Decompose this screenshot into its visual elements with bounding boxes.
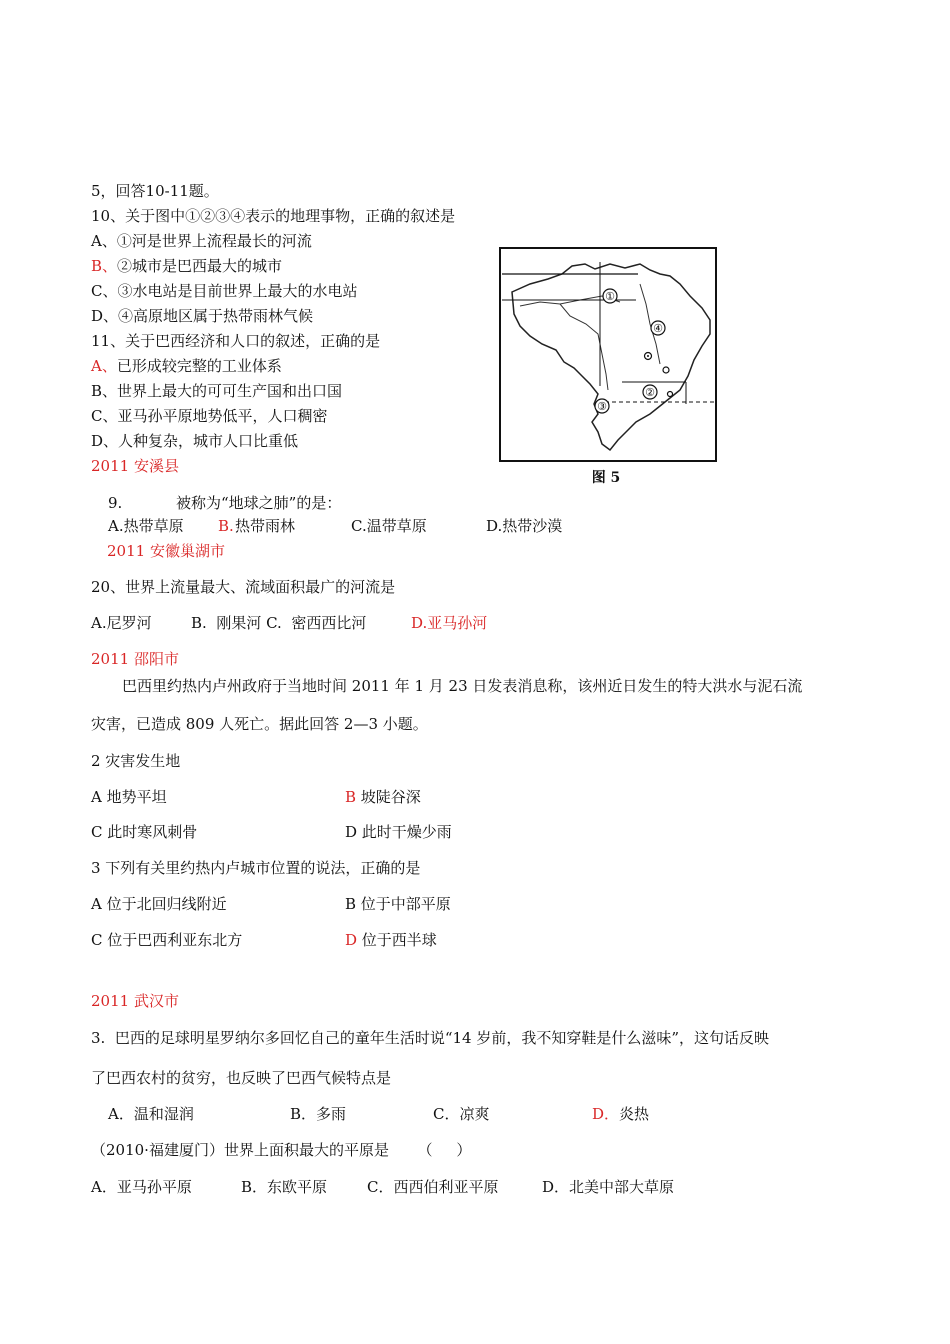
q10-option-b [91,256,282,276]
marker-4: ④ [653,322,663,335]
option-text: ②城市是巴西最大的城市 [117,257,283,275]
q11-option-d: D、人种复杂，城市人口比重低 [91,432,299,450]
q9-option-a: A.热带草原 [108,517,184,535]
q2-option-d: D 此时干燥少雨 [345,823,452,841]
q3-stem: 3 下列有关里约热内卢城市位置的说法，正确的是 [91,859,421,877]
passage-line-1: 巴西里约热内卢州政府于当地时间 2011 年 1 月 23 日发表消息称，该州近日发生的特大洪水与泥石流 [122,677,803,695]
xiamen-option-a: A．亚马孙平原 [91,1178,192,1196]
wuhan-option-b: B．多雨 [290,1105,347,1123]
q2-option-a: A 地势平坦 [91,788,167,806]
wuhan-option-c: C．凉爽 [433,1105,490,1123]
marker-2: ② [645,386,655,399]
q9-option-b: 热带雨林 [235,517,296,535]
q11-option-c: C、亚马孙平原地势低平，人口稠密 [91,407,328,425]
q3-option-b: B 位于中部平原 [345,895,451,913]
passage-line-2: 灾害，已造成 809 人死亡。据此回答 2—3 小题。 [91,715,428,733]
xiamen-option-c: C．西西伯利亚平原 [367,1178,499,1196]
option-text: 已形成较完整的工业体系 [116,357,282,375]
marker-3: ③ [597,400,607,413]
q9-option-c: C.温带草原 [351,517,427,535]
q9-answer-letter: B. [218,517,234,535]
option-text: 炎热 [619,1105,650,1123]
q3-option-d [345,930,437,950]
q11-option-b: B、世界上最大的可可生产国和出口国 [91,382,343,400]
wuhan-q-line-1: 3. 巴西的足球明星罗纳尔多回忆自己的童年生活时说“14 岁前，我不知穿鞋是什么滋味”，这句话反映 [91,1029,770,1047]
q10-stem: 10、关于图中①②③④表示的地理事物，正确的叙述是 [91,207,456,225]
city-dot [663,367,669,373]
answer-letter: B、 [91,257,118,275]
q2-option-b [345,787,421,807]
q-intro: 5，回答10-11题。 [91,182,219,200]
q10-option-c: C、③水电站是目前世界上最大的水电站 [91,282,358,300]
source-wuhan: 2011 武汉市 [91,992,179,1010]
marker-1: ① [605,290,615,303]
wuhan-option-a: A．温和湿润 [108,1105,194,1123]
city-dot [668,392,673,397]
q20-stem: 20、世界上流量最大、流域面积最广的河流是 [91,578,396,596]
answer-letter: B [345,788,357,806]
source-anxi: 2011 安溪县 [91,457,179,475]
xiamen-q-stem: （2010·福建厦门）世界上面积最大的平原是 （ ） [91,1141,472,1159]
option-text: 坡陡谷深 [356,788,421,806]
source-shaoyang: 2011 邵阳市 [91,650,179,668]
q3-option-a: A 位于北回归线附近 [91,895,227,913]
q11-stem: 11、关于巴西经济和人口的叙述，正确的是 [91,332,381,350]
q9-option-d: D.热带沙漠 [486,517,563,535]
xiamen-option-b: B．东欧平原 [241,1178,328,1196]
map-frame [500,248,716,461]
q20-option-a: A.尼罗河 [91,614,152,632]
answer-letter: D． [592,1105,620,1123]
wuhan-option-d [592,1104,649,1124]
q9-number: 9. [108,494,123,512]
xiamen-option-d: D．北美中部大草原 [542,1178,675,1196]
map-caption: 图 5 [591,470,621,486]
q3-option-c: C 位于巴西利亚东北方 [91,931,243,949]
wuhan-q-line-2: 了巴西农村的贫穷，也反映了巴西气候特点是 [91,1069,392,1087]
q2-option-c: C 此时寒风刺骨 [91,823,198,841]
q20-option-d: D.亚马孙河 [411,614,488,632]
answer-letter: A、 [91,357,117,375]
q10-option-d: D、④高原地区属于热带雨林气候 [91,307,314,325]
q20-option-bc: B. 刚果河 C. 密西西比河 [191,614,367,632]
q10-option-a: A、①河是世界上流程最长的河流 [91,232,312,250]
q11-option-a [91,356,282,376]
brazil-map-figure [490,244,722,492]
source-chaohu: 2011 安徽巢湖市 [107,542,225,560]
option-text: 位于西半球 [357,931,437,949]
q9-stem: 被称为“地球之肺”的是： [176,494,342,512]
brazil-map [490,244,722,492]
q2-stem: 2 灾害发生地 [91,752,181,770]
answer-letter: D [345,931,358,949]
